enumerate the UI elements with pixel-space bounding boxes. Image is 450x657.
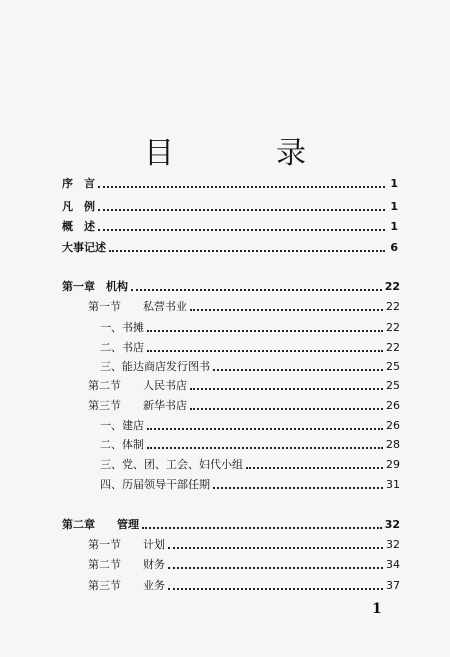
toc-entry-overview[interactable]: [62, 219, 398, 235]
dot-leader: [213, 369, 383, 371]
dot-leader: [213, 487, 383, 489]
toc-chapter-2[interactable]: [62, 517, 400, 533]
toc-section-label: 第一节 私营书业: [88, 300, 187, 313]
page-number: 1: [372, 601, 382, 617]
dot-leader: [147, 428, 383, 430]
toc-subsection-page: 26: [386, 419, 400, 432]
toc-subsection-page: 28: [386, 438, 400, 451]
toc-subsection[interactable]: [100, 457, 400, 473]
toc-section-page: 22: [386, 300, 400, 313]
toc-section[interactable]: [88, 537, 400, 553]
toc-subsection-label: 四、历届领导干部任期: [100, 478, 210, 491]
toc-chapter-label: 第一章 机构: [62, 280, 128, 293]
dot-leader: [147, 330, 383, 332]
toc-section-label: 第二节 人民书店: [88, 379, 187, 392]
toc-chapter-page: 22: [384, 280, 400, 293]
toc-entry-page: 6: [390, 241, 398, 254]
toc-subsection-label: 三、党、团、工会、妇代小组: [100, 458, 243, 471]
toc-section-label: 第三节 新华书店: [88, 399, 187, 412]
toc-entry-conventions[interactable]: [62, 199, 398, 215]
dot-leader: [98, 209, 385, 211]
toc-chapter-page: 32: [384, 518, 400, 531]
dot-leader: [190, 408, 383, 410]
toc-subsection-page: 22: [386, 341, 400, 354]
toc-subsection-label: 二、体制: [100, 438, 144, 451]
dot-leader: [168, 547, 383, 549]
toc-subsection-page: 31: [386, 478, 400, 491]
toc-entry-page: 1: [390, 200, 398, 213]
dot-leader: [109, 250, 385, 252]
dot-leader: [142, 527, 382, 529]
toc-section-page: 26: [386, 399, 400, 412]
toc-section-page: 37: [386, 579, 400, 592]
toc-entry-label: 大事记述: [62, 241, 106, 254]
toc-entry-preface[interactable]: [62, 176, 398, 192]
toc-subsection-page: 29: [386, 458, 400, 471]
toc-section-label: 第三节 业务: [88, 579, 165, 592]
dot-leader: [147, 447, 383, 449]
toc-section-label: 第二节 财务: [88, 558, 165, 571]
toc-entry-page: 1: [390, 177, 398, 190]
toc-entry-label: 概 述: [62, 220, 95, 233]
page-title: 目 录: [144, 136, 342, 171]
dot-leader: [98, 186, 385, 188]
toc-subsection-label: 二、书店: [100, 341, 144, 354]
toc-subsection-page: 25: [386, 360, 400, 373]
toc-section-page: 34: [386, 558, 400, 571]
toc-subsection[interactable]: [100, 437, 400, 453]
toc-chapter-1[interactable]: [62, 279, 400, 295]
toc-chapter-label: 第二章 管理: [62, 518, 139, 531]
toc-subsection[interactable]: [100, 418, 400, 434]
dot-leader: [168, 588, 383, 590]
dot-leader: [98, 229, 385, 231]
toc-entry-label: 序 言: [62, 177, 95, 190]
dot-leader: [147, 350, 383, 352]
toc-section[interactable]: [88, 557, 400, 573]
toc-subsection-label: 一、建店: [100, 419, 144, 432]
toc-section-page: 25: [386, 379, 400, 392]
toc-subsection-page: 22: [386, 321, 400, 334]
dot-leader: [190, 388, 383, 390]
toc-entry-label: 凡 例: [62, 200, 95, 213]
toc-section-page: 32: [386, 538, 400, 551]
toc-subsection-label: 三、能达商店发行图书: [100, 360, 210, 373]
toc-section[interactable]: [88, 299, 400, 315]
toc-section[interactable]: [88, 398, 400, 414]
dot-leader: [131, 289, 382, 291]
dot-leader: [246, 467, 383, 469]
toc-subsection[interactable]: [100, 359, 400, 375]
toc-section[interactable]: [88, 378, 400, 394]
toc-entry-chronicle[interactable]: [62, 240, 398, 256]
toc-entry-page: 1: [390, 220, 398, 233]
dot-leader: [168, 567, 383, 569]
toc-subsection[interactable]: [100, 320, 400, 336]
toc-subsection[interactable]: [100, 477, 400, 493]
toc-subsection[interactable]: [100, 340, 400, 356]
dot-leader: [190, 309, 383, 311]
toc-subsection-label: 一、书摊: [100, 321, 144, 334]
toc-section-label: 第一节 计划: [88, 538, 165, 551]
toc-section[interactable]: [88, 578, 400, 594]
